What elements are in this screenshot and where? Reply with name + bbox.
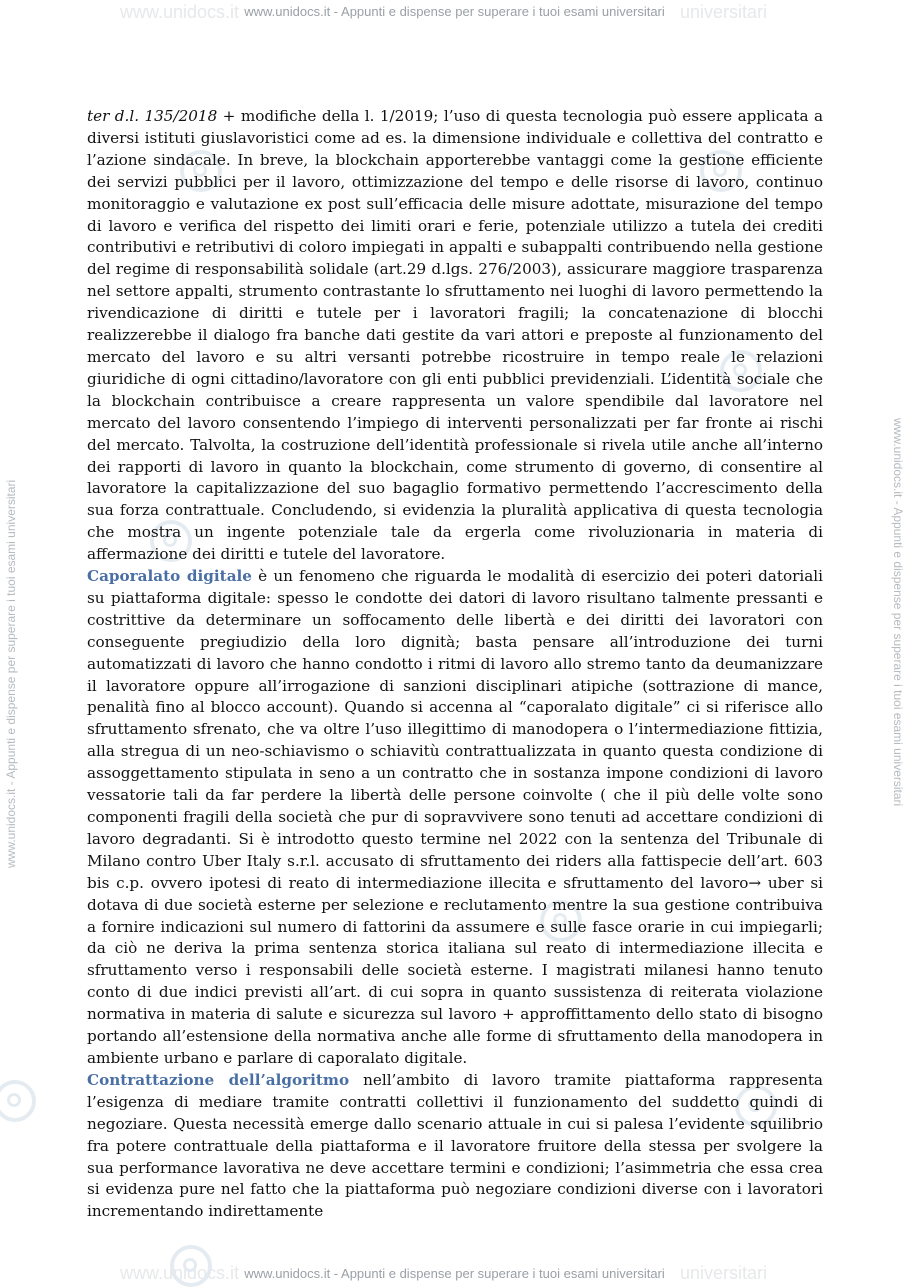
watermark-logo-icon [170, 1245, 212, 1287]
watermark-ghost-right: universitari [680, 2, 768, 22]
watermark-side-right: www.unidocs.it - Appunti e dispense per superare i tuoi esami universitari [891, 418, 905, 807]
document-body [87, 106, 823, 1223]
watermark-ghost-left: www.unidocs.it [120, 2, 240, 22]
watermark-header: www.unidocs.it - Appunti e dispense per superare i tuoi esami universitari [244, 4, 665, 19]
paragraph-contrattazione [87, 1070, 823, 1223]
watermark-logo-icon [0, 1080, 36, 1122]
term-heading: Contrattazione dell’algoritmo [87, 1070, 350, 1089]
paragraph-caporalato [87, 566, 823, 1070]
law-reference: ter d.l. 135/2018 [87, 107, 218, 125]
watermark-footer: www.unidocs.it - Appunti e dispense per superare i tuoi esami universitari [244, 1266, 665, 1281]
paragraph-blockchain [87, 106, 823, 566]
paragraph-text: + modifiche della l. 1/2019; l’uso di questa tecnologia può essere applicata a diversi istituti giuslavoristici come ad es. la dimensione individuale e collettiva del contratto e l’azione sindacale. In breve, la blockchain apporterebbe vantaggi come la gestione efficiente dei servizi pubblici per il lavoro, ottimizzazione del tempo e delle risorse di lavoro, continuo monitoraggio e valutazione ex post sull’efficacia delle misure adottate, misurazione del tempo di lavoro e verifica del rispetto dei limiti orari e ferie, potenziale utilizzo a tutela dei crediti contributivi e retributivi di coloro impiegati in appalti e subappalti contribuendo nella gestione del regime di responsabilità solidale (art.29 d.lgs. 276/2003), assicurare maggiore trasparenza nel settore appalti, strumento contrastante lo sfruttamento nei luoghi di lavoro permettendo la rivendicazione di diritti e tutele per i lavoratori fragili; la concatenazione di blocchi realizzerebbe il dialogo fra banche dati gestite da vari attori e preposte al funzionamento del mercato del lavoro e su altri versanti potrebbe ricostruire in tempo reale le relazioni giuridiche di ogni cittadino/lavoratore con gli enti pubblici previdenziali. L’identità sociale che la blockchain contribuisce a creare rappresenta un valore spendibile dal lavoratore nel mercato del lavoro consentendo l’impiego di interventi personalizzati per far fronte ai rischi del mercato. Talvolta, la costruzione dell’identità professionale si rivela utile anche all’interno dei rapporti di lavoro in quanto la blockchain, come strumento di governo, di consentire al lavoratore la capitalizzazione del suo bagaglio formativo permettendo l’accrescimento della sua forza contrattuale. Concludendo, si evidenzia la pluralità applicativa di questa tecnologia che mostra un ingente potenziale tale da ergerla come rivoluzionaria in materia di affermazione dei diritti e tutele del lavoratore. [87, 107, 823, 564]
paragraph-text: è un fenomeno che riguarda le modalità di esercizio dei poteri datoriali su piattaforma digitale: spesso le condotte dei datori di lavoro risultano talmente pressanti e costrittive da determinare un soffocamento delle libertà e dei diritti dei lavoratori con conseguente pregiudizio della loro dignità; basta pensare all’introduzione dei turni automatizzati di lavoro che hanno condotto i ritmi di lavoro allo stremo tanto da deumanizzare il lavoratore oppure all’irrogazione di sanzioni disciplinari atipiche (sottrazione di mance, penalità fino al blocco account). Quando si accenna al “caporalato digitale” ci si riferisce allo sfruttamento sfrenato, che va oltre l’uso illegittimo di manodopera o l’intermediazione fittizia, alla stregua di un neo-schiavismo o schiavitù contrattualizzata in quanto questa condizione di assoggettamento stipulata in seno a un contratto che in sostanza impone condizioni di lavoro vessatorie tali da far perdere la libertà delle persone coinvolte ( che il più delle volte sono componenti fragili della società che pur di sopravvivere sono tenuti ad accettare condizioni di lavoro degradanti. Si è introdotto questo termine nel 2022 con la sentenza del Tribunale di Milano contro Uber Italy s.r.l. accusato di sfruttamento dei riders alla fattispecie dell’art. 603 bis c.p. ovvero ipotesi di reato di intermediazione illecita e sfruttamento del lavoro→ uber si dotava di due società esterne per selezione e reclutamento mentre la sua gestione contribuiva a fornire indicazioni sul numero di fattorini da assumere e sulle fasce orarie in cui impiegarli; da ciò ne deriva la prima sentenza storica italiana sul reato di intermediazione illecita e sfruttamento verso i responsabili delle società esterne. I magistrati milanesi hanno tenuto conto di due indici previsti all’art. di cui sopra in quanto sussistenza di reiterata violazione normativa in materia di salute e sicurezza sul lavoro + approffittamento dello stato di bisogno portando all’estensione della normativa anche alle forme di sfruttamento della manodopera in ambiente urbano e parlare di caporalato digitale. [87, 567, 823, 1067]
term-heading: Caporalato digitale [87, 567, 252, 586]
watermark-side-left: www.unidocs.it - Appunti e dispense per superare i tuoi esami universitari [4, 479, 18, 868]
watermark-ghost-left-bottom: www.unidocs.it [120, 1263, 240, 1283]
paragraph-text: nell’ambito di lavoro tramite piattaforma rappresenta l’esigenza di mediare tramite contratti collettivi il funzionamento del suddetto quindi di negoziare. Questa necessità emerge dallo scenario attuale in cui si palesa l’evidente squilibrio fra potere contrattuale della piattaforma e il lavoratore fruitore della stessa per svolgere la sua performance lavorativa ne deve accettare termini e condizioni; l’asimmetria che essa crea si evidenza pure nel fatto che la piattaforma può negoziare condizioni diverse con i lavoratori incrementando indirettamente [87, 1070, 823, 1221]
watermark-ghost-right-bottom: universitari [680, 1263, 768, 1283]
